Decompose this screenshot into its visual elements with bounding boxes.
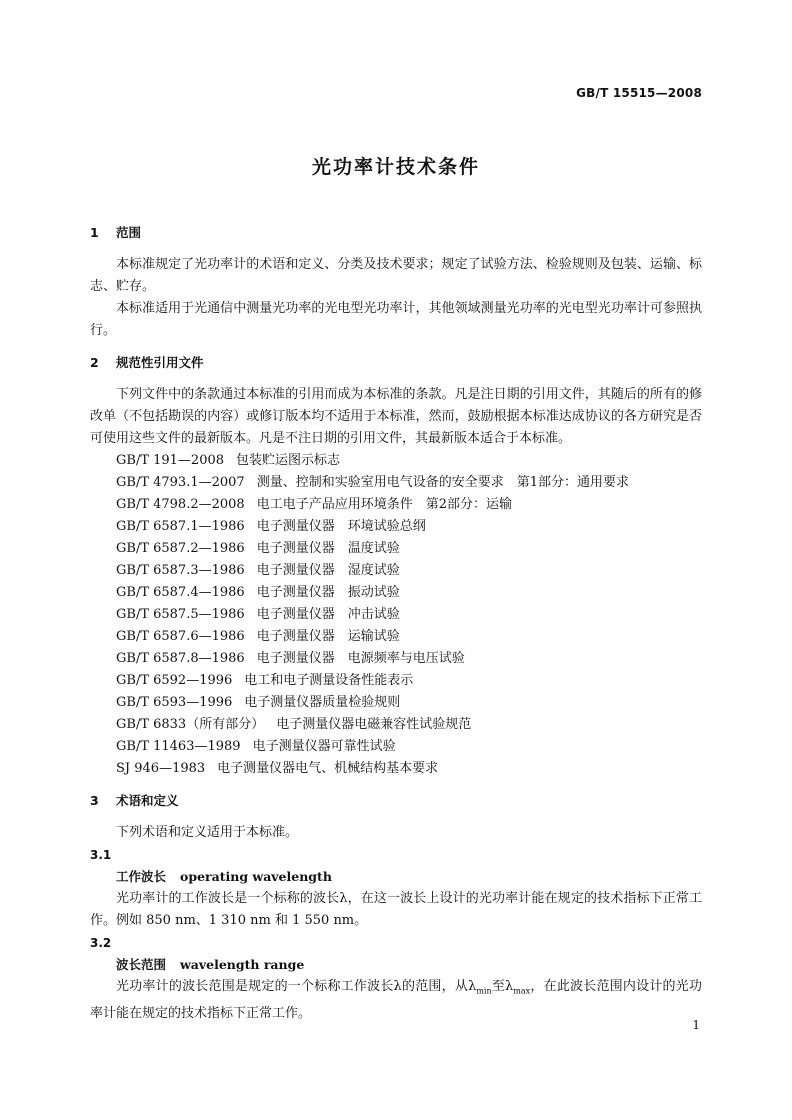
reference-item bbox=[90, 582, 702, 604]
reference-title: 电子测量仪器 电源频率与电压试验 bbox=[256, 651, 465, 666]
section-heading-scope bbox=[90, 222, 702, 244]
term-heading bbox=[90, 866, 702, 888]
reference-title: 测量、控制和实验室用电气设备的安全要求 第1部分：通用要求 bbox=[256, 475, 629, 490]
reference-code: GB/T 191—2008 bbox=[116, 453, 225, 468]
reference-item bbox=[90, 494, 702, 516]
section-number: 1 bbox=[90, 225, 99, 240]
reference-code: GB/T 11463—1989 bbox=[116, 739, 241, 754]
section-title: 规范性引用文件 bbox=[116, 355, 204, 370]
reference-title: 电子测量仪器 温度试验 bbox=[256, 541, 400, 556]
reference-code: GB/T 6587.6—1986 bbox=[116, 629, 245, 644]
definition-text: ，在此波长范围内设计的光功率计能在规定的技术指标下正常工作。 bbox=[90, 979, 702, 1021]
reference-title: 电工电子产品应用环境条件 第2部分：运输 bbox=[256, 497, 512, 512]
paragraph: 本标准规定了光功率计的术语和定义、分类及技术要求；规定了试验方法、检验规则及包装、运输、标志、贮存。 bbox=[90, 257, 702, 294]
reference-code: GB/T 6587.3—1986 bbox=[116, 563, 245, 578]
term-zh: 波长范围 bbox=[116, 957, 167, 972]
reference-code: SJ 946—1983 bbox=[116, 761, 206, 776]
term-en: operating wavelength bbox=[180, 869, 332, 884]
reference-item bbox=[90, 450, 702, 472]
standard-code: GB/T 15515—2008 bbox=[576, 86, 702, 100]
reference-title: 包装贮运图示标志 bbox=[236, 453, 341, 468]
subclause-number: 3.1 bbox=[90, 848, 112, 862]
reference-title: 电子测量仪器 振动试验 bbox=[256, 585, 400, 600]
reference-code: GB/T 6593—1996 bbox=[116, 695, 233, 710]
section-number: 3 bbox=[90, 793, 99, 808]
reference-code: GB/T 4793.1—2007 bbox=[116, 475, 245, 490]
reference-code: GB/T 4798.2—2008 bbox=[116, 497, 245, 512]
reference-item bbox=[90, 604, 702, 626]
paragraph: 本标准适用于光通信中测量光功率的光电型光功率计，其他领域测量光功率的光电型光功率计可参照执行。 bbox=[90, 301, 702, 338]
section-title: 术语和定义 bbox=[116, 793, 179, 808]
document-body bbox=[90, 222, 702, 1025]
reference-title: 电子测量仪器电磁兼容性试验规范 bbox=[276, 717, 472, 732]
reference-list bbox=[90, 450, 702, 780]
subclause-number: 3.2 bbox=[90, 936, 112, 950]
reference-title: 电子测量仪器 环境试验总纲 bbox=[256, 519, 426, 534]
subscript-min: min bbox=[476, 986, 492, 996]
reference-item bbox=[90, 670, 702, 692]
reference-code: GB/T 6587.1—1986 bbox=[116, 519, 245, 534]
reference-item bbox=[90, 538, 702, 560]
section-heading-normative-references bbox=[90, 352, 702, 374]
reference-title: 电子测量仪器可靠性试验 bbox=[252, 739, 396, 754]
section-heading-terms bbox=[90, 790, 702, 812]
reference-item bbox=[90, 516, 702, 538]
reference-code: GB/T 6587.2—1986 bbox=[116, 541, 245, 556]
document-title: 光功率计技术条件 bbox=[311, 156, 480, 178]
reference-item bbox=[90, 560, 702, 582]
term-definition: 光功率计的工作波长是一个标称的波长λ，在这一波长上设计的光功率计能在规定的技术指标下正常工作。例如 850 nm、1 310 nm 和 1 550 nm。 bbox=[90, 891, 702, 928]
reference-item bbox=[90, 714, 702, 736]
term-zh: 工作波长 bbox=[116, 869, 167, 884]
reference-item bbox=[90, 626, 702, 648]
term-definition bbox=[90, 976, 702, 1025]
page-number: 1 bbox=[692, 1018, 700, 1032]
reference-title: 电子测量仪器 冲击试验 bbox=[256, 607, 400, 622]
reference-code: GB/T 6833（所有部分） bbox=[116, 717, 265, 732]
term-en: wavelength range bbox=[180, 957, 305, 972]
definition-text: 光功率计的波长范围是规定的一个标称工作波长λ的范围，从λ bbox=[116, 979, 477, 994]
reference-title: 电子测量仪器 运输试验 bbox=[256, 629, 400, 644]
reference-title: 电子测量仪器质量检验规则 bbox=[244, 695, 401, 710]
paragraph: 下列文件中的条款通过本标准的引用而成为本标准的条款。凡是注日期的引用文件，其随后的所有的修改单（不包括勘误的内容）或修订版本均不适用于本标准，然而，鼓励根据本标准达成协议的各方研究是否可使用这些文件的最新版本。凡是不注日期的引用文件，其最新版本适合于本标准。 bbox=[90, 387, 702, 446]
reference-item bbox=[90, 648, 702, 670]
reference-item bbox=[90, 692, 702, 714]
reference-item bbox=[90, 472, 702, 494]
reference-title: 电子测量仪器 湿度试验 bbox=[256, 563, 400, 578]
reference-item bbox=[90, 736, 702, 758]
reference-code: GB/T 6587.4—1986 bbox=[116, 585, 245, 600]
reference-code: GB/T 6587.8—1986 bbox=[116, 651, 245, 666]
reference-title: 电子测量仪器电气、机械结构基本要求 bbox=[217, 761, 439, 776]
subscript-max: max bbox=[513, 986, 531, 996]
section-title: 范围 bbox=[116, 225, 142, 240]
section-number: 2 bbox=[90, 355, 99, 370]
reference-code: GB/T 6587.5—1986 bbox=[116, 607, 245, 622]
paragraph: 下列术语和定义适用于本标准。 bbox=[116, 825, 299, 840]
term-heading bbox=[90, 954, 702, 976]
reference-title: 电工和电子测量设备性能表示 bbox=[244, 673, 414, 688]
reference-item bbox=[90, 758, 702, 780]
reference-code: GB/T 6592—1996 bbox=[116, 673, 233, 688]
definition-text: 至λ bbox=[491, 979, 514, 994]
